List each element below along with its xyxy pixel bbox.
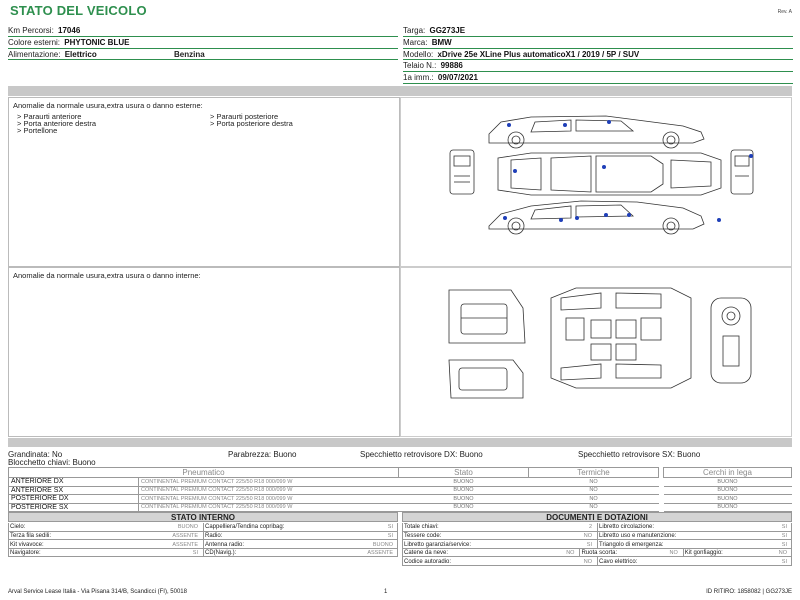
windshield-status: Parabrezza: Buono: [228, 450, 297, 459]
thermal-header: Termiche: [529, 468, 659, 478]
damage-item: > Portellone: [17, 126, 58, 135]
kv-cell: [599, 533, 790, 540]
kv-key: Libretto garanzia/service:: [404, 541, 472, 548]
kv-cell: [205, 542, 396, 549]
page-title: STATO DEL VEICOLO: [10, 3, 147, 18]
chassis-value: 99886: [440, 61, 463, 71]
km-value: 17046: [58, 26, 81, 35]
kv-separator: [579, 549, 580, 558]
internal-damage-panel: [8, 267, 400, 437]
vehicle-info-right: [403, 25, 793, 84]
table-row: [9, 486, 792, 495]
hail-status: Grandinata: No: [8, 450, 63, 459]
kv-cell: [10, 542, 201, 549]
tire-status: BUONO: [399, 495, 529, 504]
kv-cell: [205, 524, 396, 531]
tire-model: CONTINENTAL PREMIUM CONTACT 225/50 R18 000/099 W: [139, 486, 399, 495]
table-row: [9, 495, 792, 504]
kv-cell: [404, 533, 595, 540]
kv-key: Codice autoradio:: [404, 558, 452, 565]
registration-label: 1a imm.:: [403, 73, 434, 83]
kv-separator: [597, 540, 598, 549]
external-damage-title: Anomalie da normale usura,extra usura o danno esterne:: [13, 101, 203, 110]
fuel-value: Elettrico: [64, 49, 97, 59]
kv-cell: [599, 559, 790, 566]
kv-cell: [599, 542, 790, 549]
kv-cell: [404, 524, 595, 531]
kv-separator: [597, 557, 598, 566]
section-separator: [8, 86, 792, 96]
tire-thermal: NO: [529, 495, 659, 504]
kv-value: 2: [588, 524, 592, 531]
kv-key: Cavo elettrico:: [599, 558, 638, 565]
kv-value: SI: [781, 558, 787, 565]
model-value: xDrive 25e XLine Plus automaticoX1 / 2019 / 5P / SUV: [437, 49, 640, 59]
kv-separator: [203, 540, 204, 549]
fuel-label: Alimentazione:: [8, 49, 61, 59]
kv-cell: [10, 524, 201, 531]
mirror-sx-status: Specchietto retrovisore SX: Buono: [578, 450, 701, 459]
kv-key: Antenna radio:: [205, 541, 245, 548]
kv-value: SI: [586, 541, 592, 548]
kv-key: Navigatore:: [10, 550, 41, 557]
kv-value: NO: [583, 558, 592, 565]
kv-cell: [205, 550, 396, 557]
fuel-value-2: Benzina: [174, 49, 205, 59]
tire-position: ANTERIORE DX: [9, 478, 139, 487]
brand-value: BMW: [431, 37, 452, 47]
tire-thermal: NO: [529, 503, 659, 512]
kv-separator: [203, 532, 204, 541]
tire-status: BUONO: [399, 486, 529, 495]
kv-key: Libretto circolazione:: [599, 524, 655, 531]
kv-value: BUONO: [177, 524, 198, 531]
model-label: Modello:: [403, 49, 434, 59]
kv-cell: [10, 533, 201, 540]
damage-item: > Paraurti posteriore: [210, 112, 279, 121]
kv-value: NO: [583, 532, 592, 539]
kv-key: Cielo:: [10, 524, 26, 531]
kv-key: Cappelliera/Tendina copribag:: [205, 524, 285, 531]
plate-row: [403, 25, 793, 37]
color-label: Colore esterni:: [8, 37, 61, 47]
kv-key: Ruota scorta:: [581, 550, 618, 557]
kv-key: Terza fila sedili:: [10, 532, 52, 539]
kv-cell: [599, 524, 790, 531]
registration-row: [403, 72, 793, 84]
car-interior-drawing: [401, 268, 793, 438]
model-row: [403, 49, 793, 61]
kv-value: SI: [781, 532, 787, 539]
tire-rim: BUONO: [664, 503, 792, 512]
tire-position: POSTERIORE DX: [9, 495, 139, 504]
kv-value: NO: [778, 550, 787, 557]
km-label: Km Percorsi:: [8, 26, 54, 35]
tire-thermal: NO: [529, 486, 659, 495]
tire-thermal: NO: [529, 478, 659, 487]
internal-status-header: STATO INTERNO: [8, 512, 398, 522]
external-damage-panel: [8, 97, 400, 267]
brand-row: [403, 37, 793, 49]
kv-separator: [683, 549, 684, 558]
tires-header-row: [9, 468, 792, 478]
kv-key: Kit vivavoce:: [10, 541, 44, 548]
kv-key: Catene da neve:: [404, 550, 449, 557]
chassis-row: [403, 60, 793, 72]
table-row: [9, 503, 792, 512]
rims-header: Cerchi in lega: [664, 468, 792, 478]
kv-value: ASSENTE: [172, 532, 198, 539]
kv-value: NO: [669, 550, 678, 557]
damage-markers: [503, 120, 753, 222]
color-row: [8, 37, 398, 49]
footer-ritiro-id: ID RITIRO: 1858082 | GG273JE: [706, 589, 792, 595]
tire-rim: BUONO: [664, 495, 792, 504]
kv-key: CD(Navig.):: [205, 550, 237, 557]
external-car-diagram: [400, 97, 792, 267]
tires-table: [8, 467, 792, 512]
registration-value: 09/07/2021: [437, 73, 478, 83]
damage-item: > Porta posteriore destra: [210, 119, 293, 128]
tire-rim: BUONO: [664, 486, 792, 495]
kv-cell: [404, 542, 595, 549]
tire-header: Pneumatico: [9, 468, 399, 478]
kv-cell: [10, 550, 201, 557]
table-row: [9, 478, 792, 487]
tire-position: POSTERIORE SX: [9, 503, 139, 512]
kv-value: SI: [781, 524, 787, 531]
tire-rim: BUONO: [664, 478, 792, 487]
kv-value: SI: [192, 550, 198, 557]
kv-cell: [404, 550, 577, 557]
kv-value: NO: [566, 550, 575, 557]
kv-key: Triangolo di emergenza:: [599, 541, 664, 548]
tire-status: BUONO: [399, 503, 529, 512]
kv-key: Kit gonfiaggio:: [684, 550, 723, 557]
plate-value: GG273JE: [429, 26, 466, 35]
footer-page-number: 1: [384, 589, 388, 595]
key-block-status: Blocchetto chiavi: Buono: [8, 458, 96, 467]
kv-cell: [205, 533, 396, 540]
internal-car-diagram: [400, 267, 792, 437]
brand-label: Marca:: [403, 37, 428, 47]
kv-value: SI: [387, 532, 393, 539]
car-exterior-drawing: [401, 98, 793, 268]
fuel-row: [8, 49, 398, 61]
damage-item: > Paraurti anteriore: [17, 112, 82, 121]
kv-value: ASSENTE: [172, 541, 198, 548]
chassis-label: Telaio N.:: [403, 61, 437, 71]
tire-status: BUONO: [399, 478, 529, 487]
kv-value: BUONO: [372, 541, 393, 548]
internal-damage-title: Anomalie da normale usura,extra usura o danno interne:: [13, 271, 201, 280]
kv-key: Radio:: [205, 532, 223, 539]
km-row: [8, 25, 398, 37]
tire-model: CONTINENTAL PREMIUM CONTACT 225/50 R18 000/099 W: [139, 495, 399, 504]
kv-separator: [203, 549, 204, 558]
tire-model: CONTINENTAL PREMIUM CONTACT 225/50 R18 000/099 W: [139, 503, 399, 512]
kv-value: ASSENTE: [367, 550, 393, 557]
kv-separator: [203, 523, 204, 532]
kv-value: SI: [781, 541, 787, 548]
status-header: Stato: [399, 468, 529, 478]
kv-cell: [581, 550, 680, 557]
status-separator: [8, 438, 792, 447]
plate-label: Targa:: [403, 26, 426, 35]
kv-key: Tessere code:: [404, 532, 442, 539]
kv-separator: [597, 532, 598, 541]
kv-cell: [404, 559, 595, 566]
damage-item: > Porta anteriore destra: [17, 119, 97, 128]
mirror-dx-status: Specchietto retrovisore DX: Buono: [360, 450, 483, 459]
kv-cell: [685, 550, 790, 557]
kv-value: SI: [387, 524, 393, 531]
vehicle-info-left: [8, 25, 398, 60]
kv-key: Totale chiavi:: [404, 524, 439, 531]
color-value: PHYTONIC BLUE: [64, 37, 130, 47]
footer-address: Arval Service Lease Italia - Via Pisana 314/B, Scandicci (FI), 50018: [8, 589, 187, 595]
tire-position: ANTERIORE SX: [9, 486, 139, 495]
kv-separator: [597, 523, 598, 532]
documents-header: DOCUMENTI E DOTAZIONI: [402, 512, 792, 522]
kv-key: Libretto uso e manutenzione:: [599, 532, 677, 539]
revision-label: Rev. A: [777, 9, 792, 15]
tire-model: CONTINENTAL PREMIUM CONTACT 225/50 R18 000/099 W: [139, 478, 399, 487]
